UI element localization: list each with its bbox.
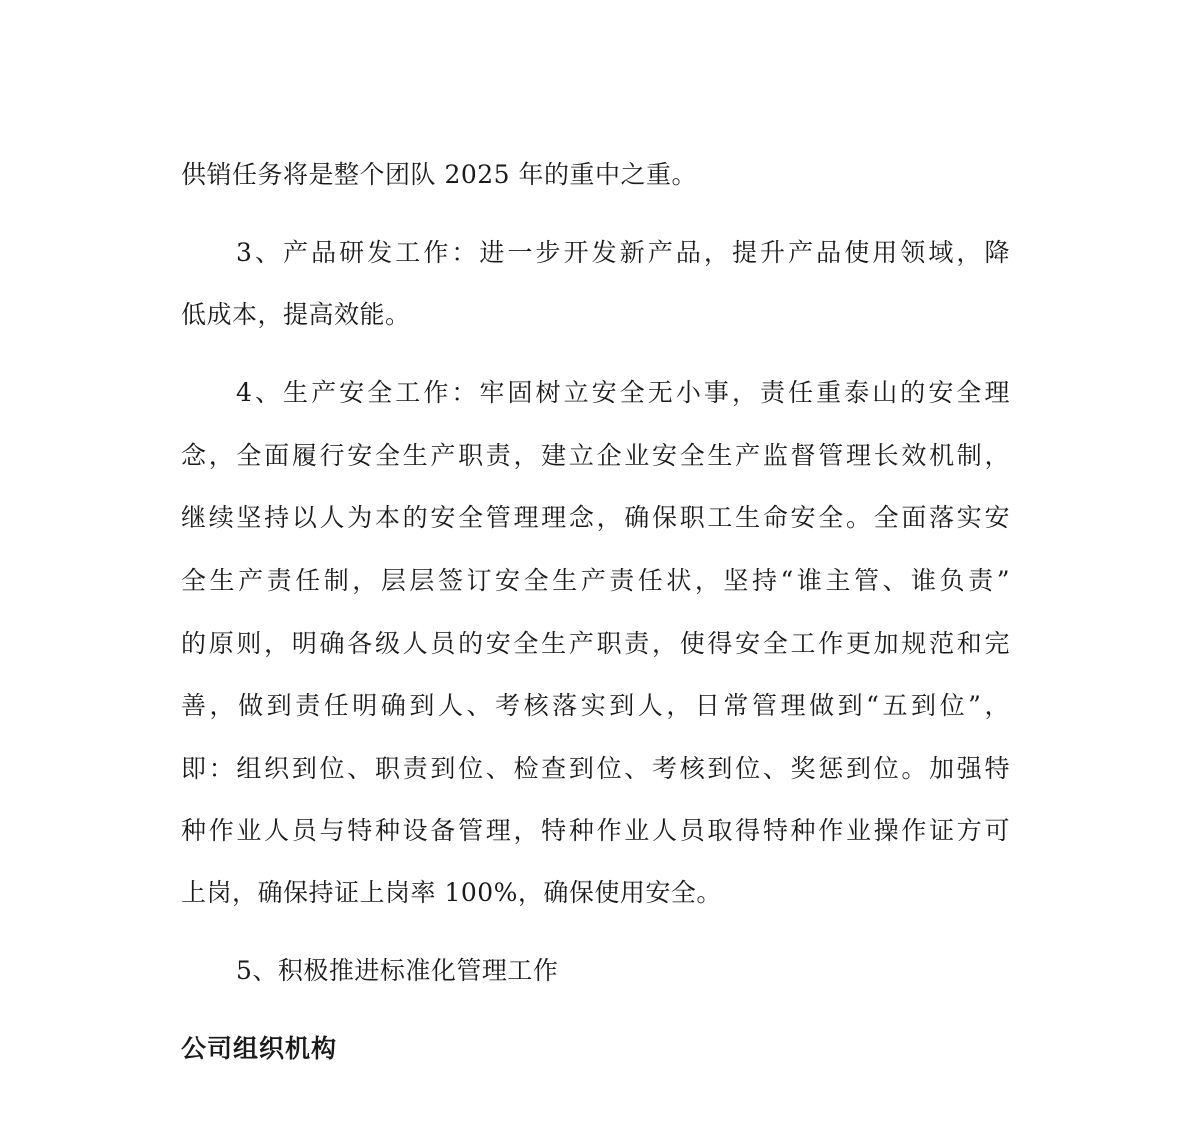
paragraph-line-safety-9: 上岗，确保持证上岗率 100%，确保使用安全。 (181, 878, 722, 907)
section-heading: 公司组织机构 (181, 1034, 338, 1063)
paragraph-line-safety-2: 念，全面履行安全生产职责，建立企业安全生产监督管理长效机制， (181, 441, 1010, 470)
paragraph-line-safety-8: 种作业人员与特种设备管理，特种作业人员取得特种作业操作证方可 (181, 816, 1010, 845)
paragraph-line-standardization: 5、积极推进标准化管理工作 (236, 956, 559, 985)
paragraph-line-sales-task: 供销任务将是整个团队 2025 年的重中之重。 (181, 160, 698, 189)
paragraph-line-safety-4: 全生产责任制，层层签订安全生产责任状，坚持“谁主管、谁负责” (181, 566, 1010, 595)
paragraph-line-safety-7: 即：组织到位、职责到位、检查到位、考核到位、奖惩到位。加强特 (181, 754, 1010, 783)
paragraph-line-product-rd-cont: 低成本，提高效能。 (181, 300, 411, 329)
paragraph-line-product-rd: 3、产品研发工作：进一步开发新产品，提升产品使用领域，降 (236, 238, 1010, 267)
paragraph-line-safety-1: 4、生产安全工作：牢固树立安全无小事，责任重泰山的安全理 (236, 378, 1010, 407)
paragraph-line-safety-5: 的原则，明确各级人员的安全生产职责，使得安全工作更加规范和完 (181, 629, 1010, 658)
paragraph-line-safety-6: 善，做到责任明确到人、考核落实到人，日常管理做到“五到位”， (181, 691, 1010, 720)
paragraph-line-safety-3: 继续坚持以人为本的安全管理理念，确保职工生命安全。全面落实安 (181, 503, 1010, 532)
